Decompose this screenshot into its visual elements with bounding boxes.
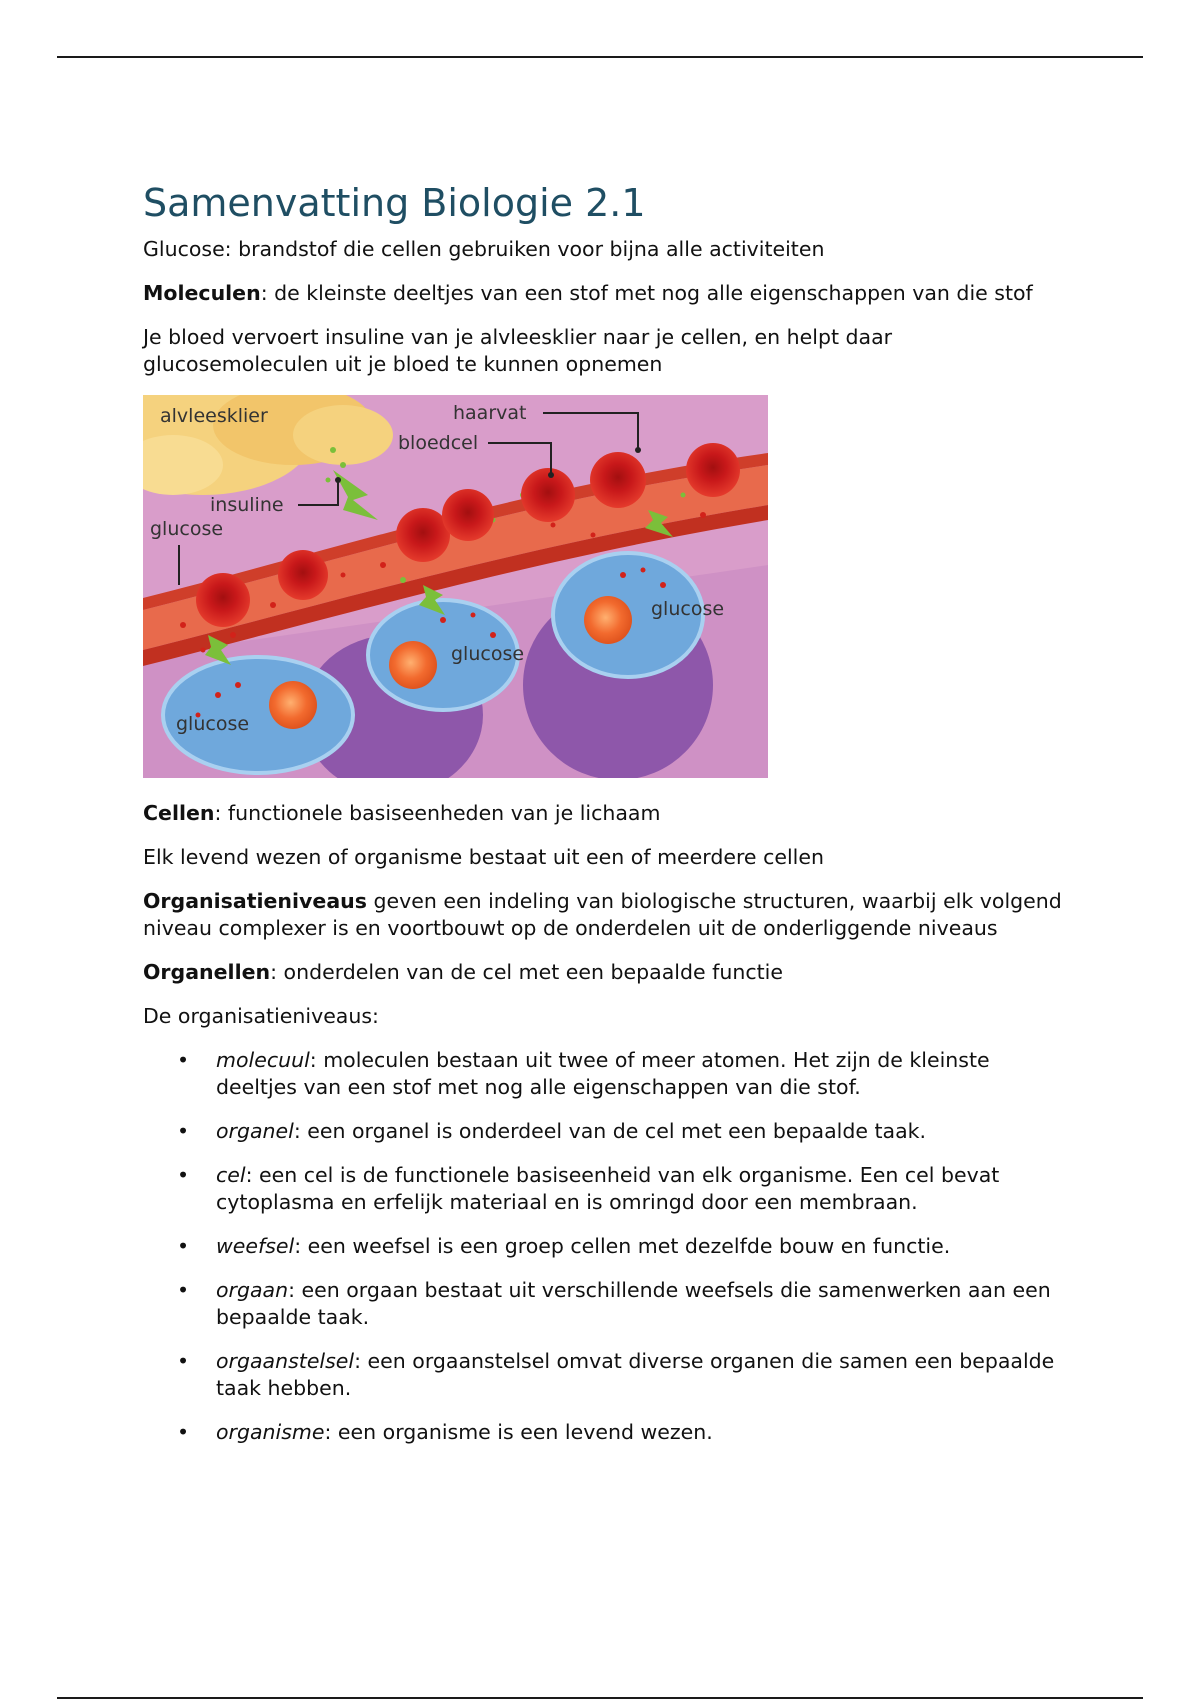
label-bloedcel: bloedcel [398,432,479,454]
bullet-icon: • [177,1234,190,1258]
level-text: : een orgaan bestaat uit verschillende weefsels die samenwerken aan een bepaalde taak. [216,1278,1051,1329]
label-alvleesklier: alvleesklier [160,405,268,427]
list-item [143,1118,1073,1145]
bullet-icon: • [177,1420,190,1444]
organisatieniveaus-term: Organisatieniveaus [143,889,367,913]
figure-illustration [143,395,768,778]
bullet-icon: • [177,1278,190,1302]
bullet-icon: • [177,1349,190,1373]
top-rule [57,56,1143,58]
organisatieniveaus-text: geven een indeling van biologische structuren, waarbij elk volgend niveau complexer is en voortbouwt op de onderdelen uit de onderliggende niveaus [143,889,1062,940]
bullet-icon: • [177,1119,190,1143]
level-text: : een orgaanstelsel omvat diverse organen die samen een bepaalde taak hebben. [216,1349,1055,1400]
label-insuline: insuline [210,494,284,516]
level-text: : een organel is onderdeel van de cel met een bepaalde taak. [293,1119,927,1143]
insulin-glucose-figure [143,395,768,778]
organellen-text: : onderdelen van de cel met een bepaalde functie [270,960,783,984]
level-term: orgaanstelsel [216,1349,355,1373]
levend-wezen-line: Elk levend wezen of organisme bestaat uit een of meerdere cellen [143,845,824,869]
list-item [143,1419,1073,1446]
level-text: : een cel is de functionele basiseenheid van elk organisme. Een cel bevat cytoplasma en erfelijk materiaal en is omringd door een membraan. [216,1163,1000,1214]
list-item [143,1233,1073,1260]
label-glucose-cell3: glucose [651,598,725,620]
level-term: molecuul [216,1048,310,1072]
label-glucose-left: glucose [150,518,224,540]
level-term: weefsel [216,1234,295,1258]
bloed-paragraph: Je bloed vervoert insuline van je alvleesklier naar je cellen, en helpt daar glucosemoleculen uit je bloed te kunnen opnemen [143,325,893,376]
level-text: : moleculen bestaan uit twee of meer atomen. Het zijn de kleinste deeltjes van een stof met nog alle eigenschappen van die stof. [216,1048,990,1099]
list-item [143,1162,1073,1216]
label-glucose-cell1: glucose [176,713,250,735]
organisation-levels-list [143,1047,1073,1446]
bottom-rule [57,1697,1143,1699]
list-item [143,1277,1073,1331]
level-term: organel [216,1119,294,1143]
list-intro: De organisatieniveaus: [143,1004,379,1028]
level-text: : een weefsel is een groep cellen met dezelfde bouw en functie. [294,1234,951,1258]
label-glucose-cell2: glucose [451,643,525,665]
list-item [143,1348,1073,1402]
list-item [143,1047,1073,1101]
organellen-term: Organellen [143,960,271,984]
document-body [143,180,1073,1463]
page-title: Samenvatting Biologie 2.1 [143,181,646,225]
organisatieniveaus-definition [143,888,1073,942]
level-text: : een organisme is een levend wezen. [324,1420,713,1444]
cellen-text: : functionele basiseenheden van je lichaam [214,801,661,825]
moleculen-text: : de kleinste deeltjes van een stof met nog alle eigenschappen van die stof [260,281,1033,305]
moleculen-term: Moleculen [143,281,261,305]
moleculen-definition [143,280,1073,307]
level-term: organisme [216,1420,325,1444]
label-haarvat: haarvat [453,402,527,424]
level-term: orgaan [216,1278,289,1302]
glucose-definition: Glucose: brandstof die cellen gebruiken voor bijna alle activiteiten [143,237,825,261]
organellen-definition [143,959,1073,986]
cellen-definition [143,800,1073,827]
cellen-term: Cellen [143,801,215,825]
bullet-icon: • [177,1048,190,1072]
bullet-icon: • [177,1163,190,1187]
level-term: cel [216,1163,246,1187]
